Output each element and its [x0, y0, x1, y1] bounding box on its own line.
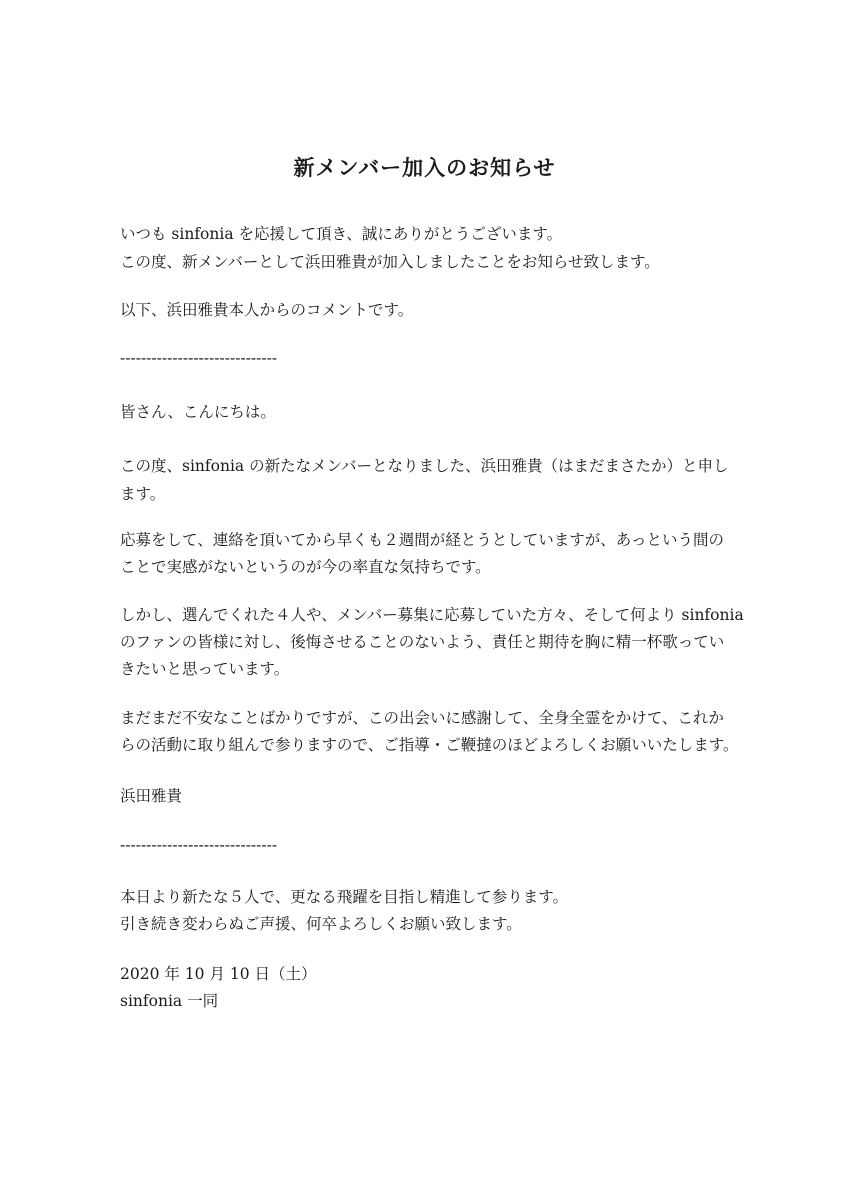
page-title: 新メンバー加入のお知らせ: [293, 155, 556, 180]
message-p1-line-1: この度、sinfonia の新たなメンバーとなりました、浜田雅貴（はまだまさたか）と申し: [120, 457, 729, 475]
intro-line-2: この度、新メンバーとして浜田雅貴が加入しましたことをお知らせ致します。: [120, 253, 660, 271]
greeting: 皆さん、こんにちは。: [120, 403, 276, 421]
closing-line-1: 本日より新たな５人で、更なる飛躍を目指し精進して参ります。: [120, 888, 568, 906]
message-p3-line-3: きたいと思っています。: [120, 660, 290, 678]
message-p4-line-1: まだまだ不安なことばかりですが、この出会いに感謝して、全身全霊をかけて、これか: [120, 709, 724, 727]
message-p1-line-2: ます。: [120, 485, 166, 503]
sender: sinfonia 一同: [120, 992, 219, 1010]
message-p3-line-2: のファンの皆様に対し、後悔させることのないよう、責任と期待を胸に精一杯歌ってい: [120, 633, 725, 651]
message-p2-line-1: 応募をして、連絡を頂いてから早くも２週間が経とうとしていますが、あっという間の: [120, 531, 725, 549]
date: 2020 年 10 月 10 日（土）: [120, 965, 317, 983]
comment-intro: 以下、浜田雅貴本人からのコメントです。: [120, 301, 414, 319]
signature: 浜田雅貴: [120, 787, 183, 805]
intro-line-1: いつも sinfonia を応援して頂き、誠にありがとうございます。: [120, 225, 563, 243]
closing-line-2: 引き続き変わらぬご声援、何卒よろしくお願い致します。: [120, 915, 522, 933]
message-p2-line-2: ことで実感がないというのが今の率直な気持ちです。: [120, 558, 491, 576]
divider-top: ------------------------------: [120, 349, 278, 367]
divider-bottom: ------------------------------: [120, 836, 278, 854]
message-p4-line-2: らの活動に取り組んで参りますので、ご指導・ご鞭撻のほどよろしくお願いいたします。: [120, 736, 739, 754]
message-p3-line-1: しかし、選んでくれた４人や、メンバー募集に応募していた方々、そして何より sinfonia: [120, 606, 744, 624]
